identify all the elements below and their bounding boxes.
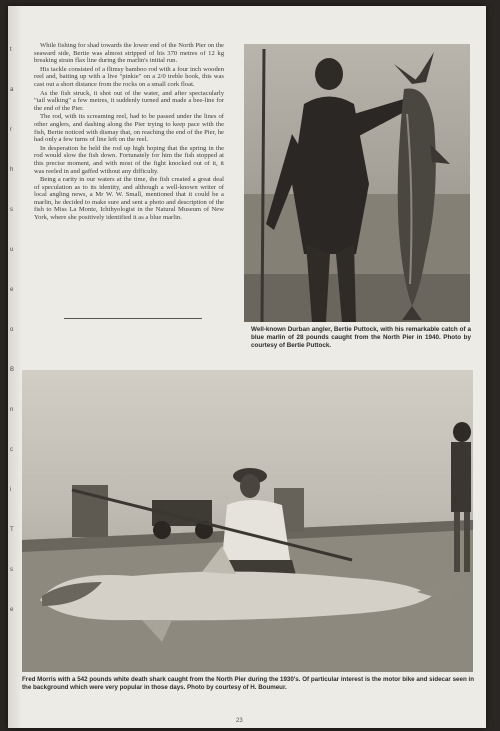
- section-divider: [64, 318, 202, 319]
- article-paragraph: In desperation he held the rod up high hoping that the spring in the rod would slow the fish down. Fortunately for him the fish stopped at this precise moment, and with most of the fight knocked out of it, it was reeled in and gaffed without any difficulty.: [34, 144, 224, 175]
- spine-char: o: [10, 327, 14, 333]
- marlin-photo-illustration: [244, 44, 470, 322]
- spine-char: r: [10, 127, 12, 133]
- article-paragraph: As the fish struck, it shot out of the water, and after spectacularly "tail walking" a few metres, it suddenly turned and made a bee-line for the end of the Pier.: [34, 89, 224, 112]
- shark-photo-illustration: [22, 370, 473, 672]
- spine-char: e: [10, 287, 14, 293]
- book-page: [8, 6, 486, 728]
- page-number: 23: [236, 718, 243, 724]
- spine-char: h: [10, 167, 14, 173]
- article-paragraph: While fishing for shad towards the lower end of the North Pier on the seaward side, Bertie was almost stripped of his 370 metres of 12 kg breaking strain flax line during the marlin's initial run.: [34, 42, 224, 65]
- spine-char: s: [10, 567, 13, 573]
- spine-char: a: [10, 87, 14, 93]
- spine-char: B: [10, 367, 15, 373]
- shark-photo: [22, 370, 473, 672]
- spine-char: T: [10, 527, 14, 533]
- article-paragraph: Being a rarity in our waters at the time, the fish created a great deal of speculation as to its identity, and although a well-known writer of local angling news, a Mr W. W. Small, mentioned that it could be a marlin, he decided to make sure and sent a photo and description of the fish to Miss La Monte, Ichthyologist in the Natural Museum of New York, where she positively identified it as a blue marlin.: [34, 176, 224, 222]
- spine-char: e: [10, 607, 14, 613]
- spine-char: c: [10, 447, 13, 453]
- article-paragraph: The rod, with its screaming reel, had to be passed under the lines of other anglers, and dashing along the Pier trying to keep pace with the fish, Bertie noticed with dismay that, on reaching the end of the Pier, he had only a few turns of line left on the reel.: [34, 113, 224, 144]
- spine-char: i: [10, 487, 12, 493]
- article-paragraph: His tackle consisted of a flimsy bamboo rod with a four inch wooden reel and, baiting up with a live "pinkie" on a 2/0 treble hook, this was cast out a short distance from the rocks on a small cork float.: [34, 65, 224, 88]
- article-text: [34, 42, 224, 298]
- marlin-photo: [244, 44, 470, 322]
- spine-char: t: [10, 47, 12, 53]
- spine-char: n: [10, 407, 14, 413]
- spine-char: u: [10, 247, 14, 253]
- marlin-photo-caption: Well-known Durban angler, Bertie Puttock, with his remarkable catch of a blue marlin of 28 pounds caught from the North Pier in 1940. Photo by courtesy of Bertie Puttock.: [251, 326, 471, 349]
- spine-char: s: [10, 207, 13, 213]
- shark-photo-caption: Fred Morris with a 542 pounds white death shark caught from the North Pier during the 1930's. Of particular interest is the motor bike and sidecar seen in the background which were very popular in those days. Photo by courtesy of H. Boumeur.: [22, 676, 474, 691]
- facing-page-edge: [8, 6, 22, 728]
